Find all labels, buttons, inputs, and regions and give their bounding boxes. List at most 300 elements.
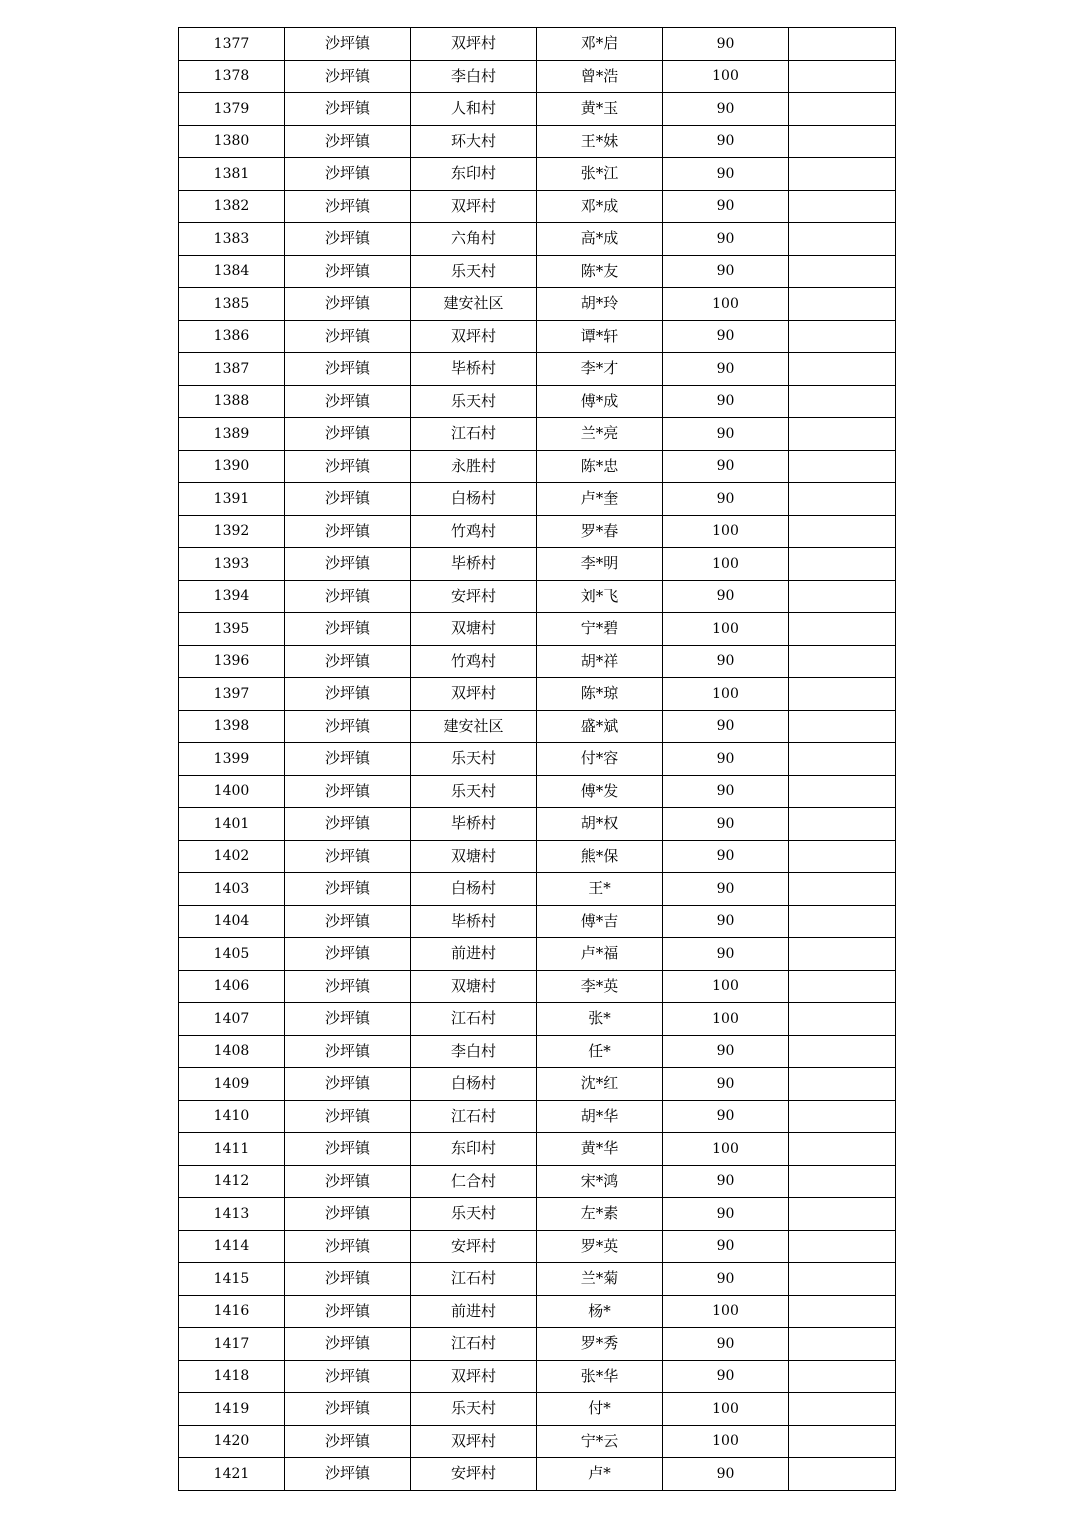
town-cell: 沙坪镇 [285,1458,411,1491]
name-cell: 胡*祥 [537,645,663,678]
row-index-cell: 1407 [179,1003,285,1036]
village-cell: 李白村 [411,60,537,93]
table-row [179,775,896,808]
amount-cell: 100 [663,613,789,646]
row-index-cell: 1417 [179,1328,285,1361]
note-cell [789,1295,896,1328]
town-cell: 沙坪镇 [285,418,411,451]
town-cell: 沙坪镇 [285,288,411,321]
note-cell [789,255,896,288]
town-cell: 沙坪镇 [285,1035,411,1068]
table-row [179,1393,896,1426]
note-cell [789,808,896,841]
town-cell: 沙坪镇 [285,1295,411,1328]
table-row [179,613,896,646]
row-index-cell: 1414 [179,1230,285,1263]
town-cell: 沙坪镇 [285,353,411,386]
row-index-cell: 1390 [179,450,285,483]
table-row [179,580,896,613]
row-index-cell: 1415 [179,1263,285,1296]
town-cell: 沙坪镇 [285,93,411,126]
table-row [179,190,896,223]
amount-cell: 90 [663,1100,789,1133]
note-cell [789,548,896,581]
table-row [179,1425,896,1458]
table-row [179,28,896,61]
village-cell: 双坪村 [411,320,537,353]
note-cell [789,28,896,61]
table-row [179,873,896,906]
town-cell: 沙坪镇 [285,840,411,873]
table-row [179,483,896,516]
village-cell: 江石村 [411,1328,537,1361]
note-cell [789,1360,896,1393]
village-cell: 双坪村 [411,28,537,61]
row-index-cell: 1381 [179,158,285,191]
table-row [179,1100,896,1133]
town-cell: 沙坪镇 [285,158,411,191]
town-cell: 沙坪镇 [285,320,411,353]
amount-cell: 90 [663,190,789,223]
table-row [179,60,896,93]
village-cell: 白杨村 [411,873,537,906]
amount-cell: 100 [663,970,789,1003]
name-cell: 邓*启 [537,28,663,61]
row-index-cell: 1383 [179,223,285,256]
village-cell: 双塘村 [411,840,537,873]
name-cell: 卢* [537,1458,663,1491]
amount-cell: 90 [663,873,789,906]
table-row [179,1263,896,1296]
note-cell [789,645,896,678]
row-index-cell: 1404 [179,905,285,938]
row-index-cell: 1416 [179,1295,285,1328]
village-cell: 双坪村 [411,1360,537,1393]
name-cell: 沈*红 [537,1068,663,1101]
note-cell [789,385,896,418]
row-index-cell: 1377 [179,28,285,61]
row-index-cell: 1393 [179,548,285,581]
name-cell: 罗*英 [537,1230,663,1263]
row-index-cell: 1389 [179,418,285,451]
town-cell: 沙坪镇 [285,28,411,61]
village-cell: 白杨村 [411,483,537,516]
town-cell: 沙坪镇 [285,808,411,841]
amount-cell: 90 [663,775,789,808]
row-index-cell: 1410 [179,1100,285,1133]
note-cell [789,1393,896,1426]
amount-cell: 90 [663,353,789,386]
amount-cell: 90 [663,938,789,971]
amount-cell: 90 [663,125,789,158]
row-index-cell: 1419 [179,1393,285,1426]
town-cell: 沙坪镇 [285,678,411,711]
table-row [179,548,896,581]
town-cell: 沙坪镇 [285,255,411,288]
table-row [179,970,896,1003]
row-index-cell: 1394 [179,580,285,613]
row-index-cell: 1421 [179,1458,285,1491]
row-index-cell: 1412 [179,1165,285,1198]
town-cell: 沙坪镇 [285,1360,411,1393]
name-cell: 王* [537,873,663,906]
name-cell: 左*素 [537,1198,663,1231]
amount-cell: 100 [663,1003,789,1036]
town-cell: 沙坪镇 [285,645,411,678]
row-index-cell: 1409 [179,1068,285,1101]
name-cell: 黄*华 [537,1133,663,1166]
name-cell: 李*明 [537,548,663,581]
table-row [179,288,896,321]
name-cell: 宁*云 [537,1425,663,1458]
table-row [179,1328,896,1361]
row-index-cell: 1411 [179,1133,285,1166]
row-index-cell: 1399 [179,743,285,776]
village-cell: 江石村 [411,418,537,451]
table-row [179,158,896,191]
village-cell: 环大村 [411,125,537,158]
amount-cell: 90 [663,808,789,841]
town-cell: 沙坪镇 [285,905,411,938]
amount-cell: 90 [663,1230,789,1263]
table-row [179,808,896,841]
name-cell: 兰*菊 [537,1263,663,1296]
table-row [179,223,896,256]
name-cell: 高*成 [537,223,663,256]
table-row [179,1165,896,1198]
note-cell [789,905,896,938]
note-cell [789,353,896,386]
table-row [179,743,896,776]
name-cell: 谭*轩 [537,320,663,353]
name-cell: 傅*吉 [537,905,663,938]
note-cell [789,483,896,516]
town-cell: 沙坪镇 [285,1425,411,1458]
village-cell: 江石村 [411,1100,537,1133]
name-cell: 盛*斌 [537,710,663,743]
town-cell: 沙坪镇 [285,710,411,743]
town-cell: 沙坪镇 [285,970,411,1003]
row-index-cell: 1408 [179,1035,285,1068]
village-cell: 双坪村 [411,1425,537,1458]
village-cell: 白杨村 [411,1068,537,1101]
name-cell: 张*江 [537,158,663,191]
table-row [179,320,896,353]
village-cell: 江石村 [411,1003,537,1036]
table-row [179,450,896,483]
table-row [179,840,896,873]
amount-cell: 90 [663,418,789,451]
village-cell: 双塘村 [411,613,537,646]
row-index-cell: 1392 [179,515,285,548]
amount-cell: 90 [663,223,789,256]
note-cell [789,1133,896,1166]
name-cell: 邓*成 [537,190,663,223]
town-cell: 沙坪镇 [285,613,411,646]
row-index-cell: 1396 [179,645,285,678]
amount-cell: 90 [663,905,789,938]
name-cell: 杨* [537,1295,663,1328]
note-cell [789,613,896,646]
note-cell [789,418,896,451]
name-cell: 陈*友 [537,255,663,288]
village-cell: 竹鸡村 [411,515,537,548]
note-cell [789,158,896,191]
amount-cell: 90 [663,450,789,483]
row-index-cell: 1391 [179,483,285,516]
town-cell: 沙坪镇 [285,483,411,516]
table-row [179,1003,896,1036]
note-cell [789,1328,896,1361]
village-cell: 前进村 [411,938,537,971]
town-cell: 沙坪镇 [285,450,411,483]
note-cell [789,93,896,126]
town-cell: 沙坪镇 [285,775,411,808]
table-row [179,125,896,158]
village-cell: 乐天村 [411,385,537,418]
town-cell: 沙坪镇 [285,938,411,971]
name-cell: 熊*保 [537,840,663,873]
name-cell: 兰*亮 [537,418,663,451]
village-cell: 双坪村 [411,190,537,223]
town-cell: 沙坪镇 [285,580,411,613]
row-index-cell: 1395 [179,613,285,646]
table-row [179,353,896,386]
table-row [179,1295,896,1328]
note-cell [789,190,896,223]
town-cell: 沙坪镇 [285,190,411,223]
town-cell: 沙坪镇 [285,1068,411,1101]
note-cell [789,1425,896,1458]
village-cell: 竹鸡村 [411,645,537,678]
note-cell [789,450,896,483]
village-cell: 东印村 [411,158,537,191]
note-cell [789,743,896,776]
town-cell: 沙坪镇 [285,1393,411,1426]
table-row [179,418,896,451]
note-cell [789,840,896,873]
town-cell: 沙坪镇 [285,223,411,256]
row-index-cell: 1405 [179,938,285,971]
amount-cell: 90 [663,1360,789,1393]
table-row [179,938,896,971]
amount-cell: 90 [663,1035,789,1068]
table-row [179,1360,896,1393]
amount-cell: 90 [663,255,789,288]
town-cell: 沙坪镇 [285,125,411,158]
amount-cell: 100 [663,548,789,581]
amount-cell: 90 [663,93,789,126]
village-cell: 安坪村 [411,580,537,613]
name-cell: 胡*权 [537,808,663,841]
village-cell: 双塘村 [411,970,537,1003]
note-cell [789,873,896,906]
table-row [179,1230,896,1263]
row-index-cell: 1385 [179,288,285,321]
amount-cell: 100 [663,1393,789,1426]
row-index-cell: 1418 [179,1360,285,1393]
row-index-cell: 1420 [179,1425,285,1458]
table-row [179,710,896,743]
row-index-cell: 1400 [179,775,285,808]
roster-table-body [179,28,896,1491]
name-cell: 刘*飞 [537,580,663,613]
note-cell [789,1100,896,1133]
village-cell: 人和村 [411,93,537,126]
town-cell: 沙坪镇 [285,1263,411,1296]
note-cell [789,1458,896,1491]
village-cell: 建安社区 [411,288,537,321]
row-index-cell: 1403 [179,873,285,906]
amount-cell: 100 [663,515,789,548]
village-cell: 永胜村 [411,450,537,483]
note-cell [789,710,896,743]
row-index-cell: 1398 [179,710,285,743]
name-cell: 宋*鸿 [537,1165,663,1198]
town-cell: 沙坪镇 [285,1328,411,1361]
village-cell: 乐天村 [411,1198,537,1231]
note-cell [789,580,896,613]
town-cell: 沙坪镇 [285,1198,411,1231]
note-cell [789,1068,896,1101]
town-cell: 沙坪镇 [285,60,411,93]
name-cell: 陈*琼 [537,678,663,711]
roster-table [178,27,896,1491]
name-cell: 傅*成 [537,385,663,418]
village-cell: 前进村 [411,1295,537,1328]
table-row [179,1035,896,1068]
table-row [179,515,896,548]
village-cell: 安坪村 [411,1458,537,1491]
name-cell: 付* [537,1393,663,1426]
note-cell [789,938,896,971]
note-cell [789,970,896,1003]
town-cell: 沙坪镇 [285,743,411,776]
amount-cell: 100 [663,1295,789,1328]
row-index-cell: 1401 [179,808,285,841]
row-index-cell: 1387 [179,353,285,386]
name-cell: 胡*玲 [537,288,663,321]
village-cell: 江石村 [411,1263,537,1296]
note-cell [789,1035,896,1068]
table-row [179,645,896,678]
town-cell: 沙坪镇 [285,1133,411,1166]
amount-cell: 90 [663,743,789,776]
village-cell: 东印村 [411,1133,537,1166]
amount-cell: 90 [663,1165,789,1198]
name-cell: 傅*发 [537,775,663,808]
name-cell: 王*妹 [537,125,663,158]
note-cell [789,320,896,353]
village-cell: 乐天村 [411,775,537,808]
note-cell [789,515,896,548]
town-cell: 沙坪镇 [285,1003,411,1036]
name-cell: 张* [537,1003,663,1036]
note-cell [789,775,896,808]
note-cell [789,125,896,158]
amount-cell: 90 [663,483,789,516]
name-cell: 李*才 [537,353,663,386]
village-cell: 建安社区 [411,710,537,743]
town-cell: 沙坪镇 [285,1165,411,1198]
town-cell: 沙坪镇 [285,548,411,581]
row-index-cell: 1388 [179,385,285,418]
note-cell [789,678,896,711]
amount-cell: 90 [663,580,789,613]
amount-cell: 90 [663,1328,789,1361]
table-row [179,255,896,288]
name-cell: 卢*奎 [537,483,663,516]
name-cell: 任* [537,1035,663,1068]
table-row [179,1068,896,1101]
village-cell: 毕桥村 [411,548,537,581]
town-cell: 沙坪镇 [285,1100,411,1133]
village-cell: 双坪村 [411,678,537,711]
town-cell: 沙坪镇 [285,1230,411,1263]
note-cell [789,223,896,256]
amount-cell: 90 [663,1198,789,1231]
name-cell: 黄*玉 [537,93,663,126]
town-cell: 沙坪镇 [285,515,411,548]
amount-cell: 100 [663,1133,789,1166]
row-index-cell: 1378 [179,60,285,93]
amount-cell: 90 [663,385,789,418]
note-cell [789,1198,896,1231]
village-cell: 乐天村 [411,1393,537,1426]
row-index-cell: 1413 [179,1198,285,1231]
name-cell: 张*华 [537,1360,663,1393]
village-cell: 乐天村 [411,743,537,776]
village-cell: 乐天村 [411,255,537,288]
town-cell: 沙坪镇 [285,873,411,906]
table-row [179,93,896,126]
row-index-cell: 1402 [179,840,285,873]
table-row [179,678,896,711]
row-index-cell: 1406 [179,970,285,1003]
amount-cell: 90 [663,320,789,353]
amount-cell: 100 [663,60,789,93]
note-cell [789,1003,896,1036]
amount-cell: 100 [663,288,789,321]
amount-cell: 90 [663,28,789,61]
amount-cell: 90 [663,710,789,743]
table-row [179,385,896,418]
amount-cell: 90 [663,840,789,873]
amount-cell: 100 [663,1425,789,1458]
table-row [179,1133,896,1166]
name-cell: 卢*福 [537,938,663,971]
amount-cell: 90 [663,158,789,191]
row-index-cell: 1386 [179,320,285,353]
name-cell: 宁*碧 [537,613,663,646]
note-cell [789,1263,896,1296]
village-cell: 毕桥村 [411,905,537,938]
village-cell: 仁合村 [411,1165,537,1198]
table-row [179,905,896,938]
village-cell: 六角村 [411,223,537,256]
row-index-cell: 1397 [179,678,285,711]
row-index-cell: 1382 [179,190,285,223]
name-cell: 曾*浩 [537,60,663,93]
note-cell [789,288,896,321]
name-cell: 罗*春 [537,515,663,548]
town-cell: 沙坪镇 [285,385,411,418]
village-cell: 毕桥村 [411,353,537,386]
amount-cell: 90 [663,645,789,678]
name-cell: 李*英 [537,970,663,1003]
village-cell: 安坪村 [411,1230,537,1263]
name-cell: 付*容 [537,743,663,776]
